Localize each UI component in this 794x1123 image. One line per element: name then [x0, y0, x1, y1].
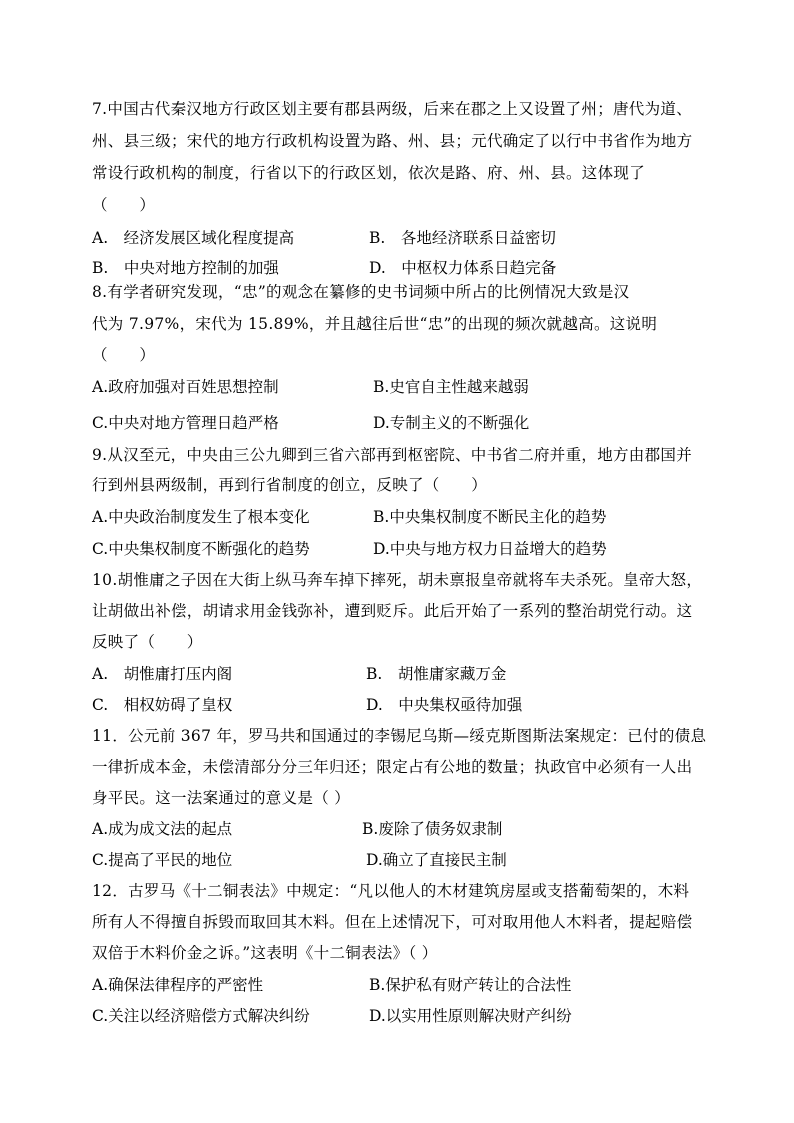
question-7-line-1: 7.中国古代秦汉地方行政区划主要有郡县两级，后来在郡之上又设置了州；唐代为道、 — [92, 100, 692, 118]
question-11-option-b: B.废除了债务奴隶制 — [362, 820, 503, 838]
question-8-answer-blank: （ ） — [92, 346, 156, 364]
question-7-option-d: D. 中枢权力体系日趋完备 — [369, 259, 557, 277]
question-7-option-c: B. 中央对地方控制的加强 — [92, 259, 279, 277]
question-10-option-d: D. 中央集权亟待加强 — [366, 696, 523, 714]
question-12-option-c: C.关注以经济赔偿方式解决纠纷 — [92, 1007, 310, 1025]
question-7-option-b: B. 各地经济联系日益密切 — [369, 229, 556, 247]
question-8-option-b: B.史官自主性越来越弱 — [373, 378, 529, 396]
question-9-option-c: C.中央集权制度不断强化的趋势 — [92, 540, 310, 558]
question-9-line-2: 行到州县两级制，再到行省制度的创立，反映了（ ） — [92, 476, 488, 494]
question-11-line-2: 一律折成本金，未偿清部分分三年归还；限定占有公地的数量；执政官中必须有一人出 — [92, 758, 693, 776]
question-11-option-a: A.成为成文法的起点 — [92, 820, 233, 838]
question-11-line-3: 身平民。这一法案通过的意义是（ ） — [92, 789, 351, 807]
question-7-option-a: A. 经济发展区域化程度提高 — [92, 229, 295, 247]
question-12-line-1: 12．古罗马《十二铜表法》中规定：“凡以他人的木材建筑房屋或支搭葡萄架的，木料 — [92, 882, 690, 900]
question-9-line-1: 9.从汉至元，中央由三公九卿到三省六部再到枢密院、中书省二府并重，地方由郡国并 — [92, 446, 692, 464]
question-9-option-d: D.中央与地方权力日益增大的趋势 — [373, 540, 607, 558]
question-11-option-d: D.确立了直接民主制 — [366, 851, 507, 869]
question-8-option-a: A.政府加强对百姓思想控制 — [92, 378, 279, 396]
question-11-option-c: C.提高了平民的地位 — [92, 851, 233, 869]
question-10-line-2: 让胡做出补偿，胡请求用金钱弥补，遭到贬斥。此后开始了一系列的整治胡党行动。这 — [92, 602, 693, 620]
question-11-line-1: 11．公元前 367 年，罗马共和国通过的李锡尼乌斯—绥克斯图斯法案规定：已付的债息 — [92, 727, 707, 745]
question-10-option-b: B. 胡惟庸家藏万金 — [366, 665, 507, 683]
question-9-option-a: A.中央政治制度发生了根本变化 — [92, 508, 310, 526]
question-10-option-a: A. 胡惟庸打压内阁 — [92, 665, 233, 683]
question-10-option-c: C. 相权妨碍了皇权 — [92, 696, 233, 714]
question-12-line-2: 所有人不得擅自拆毁而取回其木料。但在上述情况下，可对取用他人木料者，提起赔偿 — [92, 913, 693, 931]
question-12-line-3: 双倍于木料价金之诉。”这表明《十二铜表法》（ ） — [92, 944, 438, 962]
question-8-option-c: C.中央对地方管理日趋严格 — [92, 414, 279, 432]
question-8-line-1: 8.有学者研究发现，“忠”的观念在纂修的史书词频中所占的比例情况大致是汉 — [92, 283, 630, 301]
question-12-option-a: A.确保法律程序的严密性 — [92, 976, 264, 994]
question-7-line-2: 州、县三级；宋代的地方行政机构设置为路、州、县；元代确定了以行中书省作为地方 — [92, 132, 693, 150]
question-7-answer-blank: （ ） — [92, 196, 156, 214]
question-10-line-1: 10.胡惟庸之子因在大街上纵马奔车掉下摔死，胡未禀报皇帝就将车夫杀死。皇帝大怒， — [92, 571, 703, 589]
question-8-option-d: D.专制主义的不断强化 — [373, 414, 530, 432]
question-7-line-3: 常设行政机构的制度，行省以下的行政区划，依次是路、府、州、县。这体现了 — [92, 164, 646, 182]
question-10-line-3: 反映了（ ） — [92, 633, 203, 651]
question-12-option-b: B.保护私有财产转让的合法性 — [369, 976, 572, 994]
question-8-line-2: 代为 7.97%，宋代为 15.89%，并且越往后世“忠”的出现的频次就越高。这说明 — [92, 315, 658, 333]
question-9-option-b: B.中央集权制度不断民主化的趋势 — [373, 508, 607, 526]
question-12-option-d: D.以实用性原则解决财产纠纷 — [369, 1007, 572, 1025]
